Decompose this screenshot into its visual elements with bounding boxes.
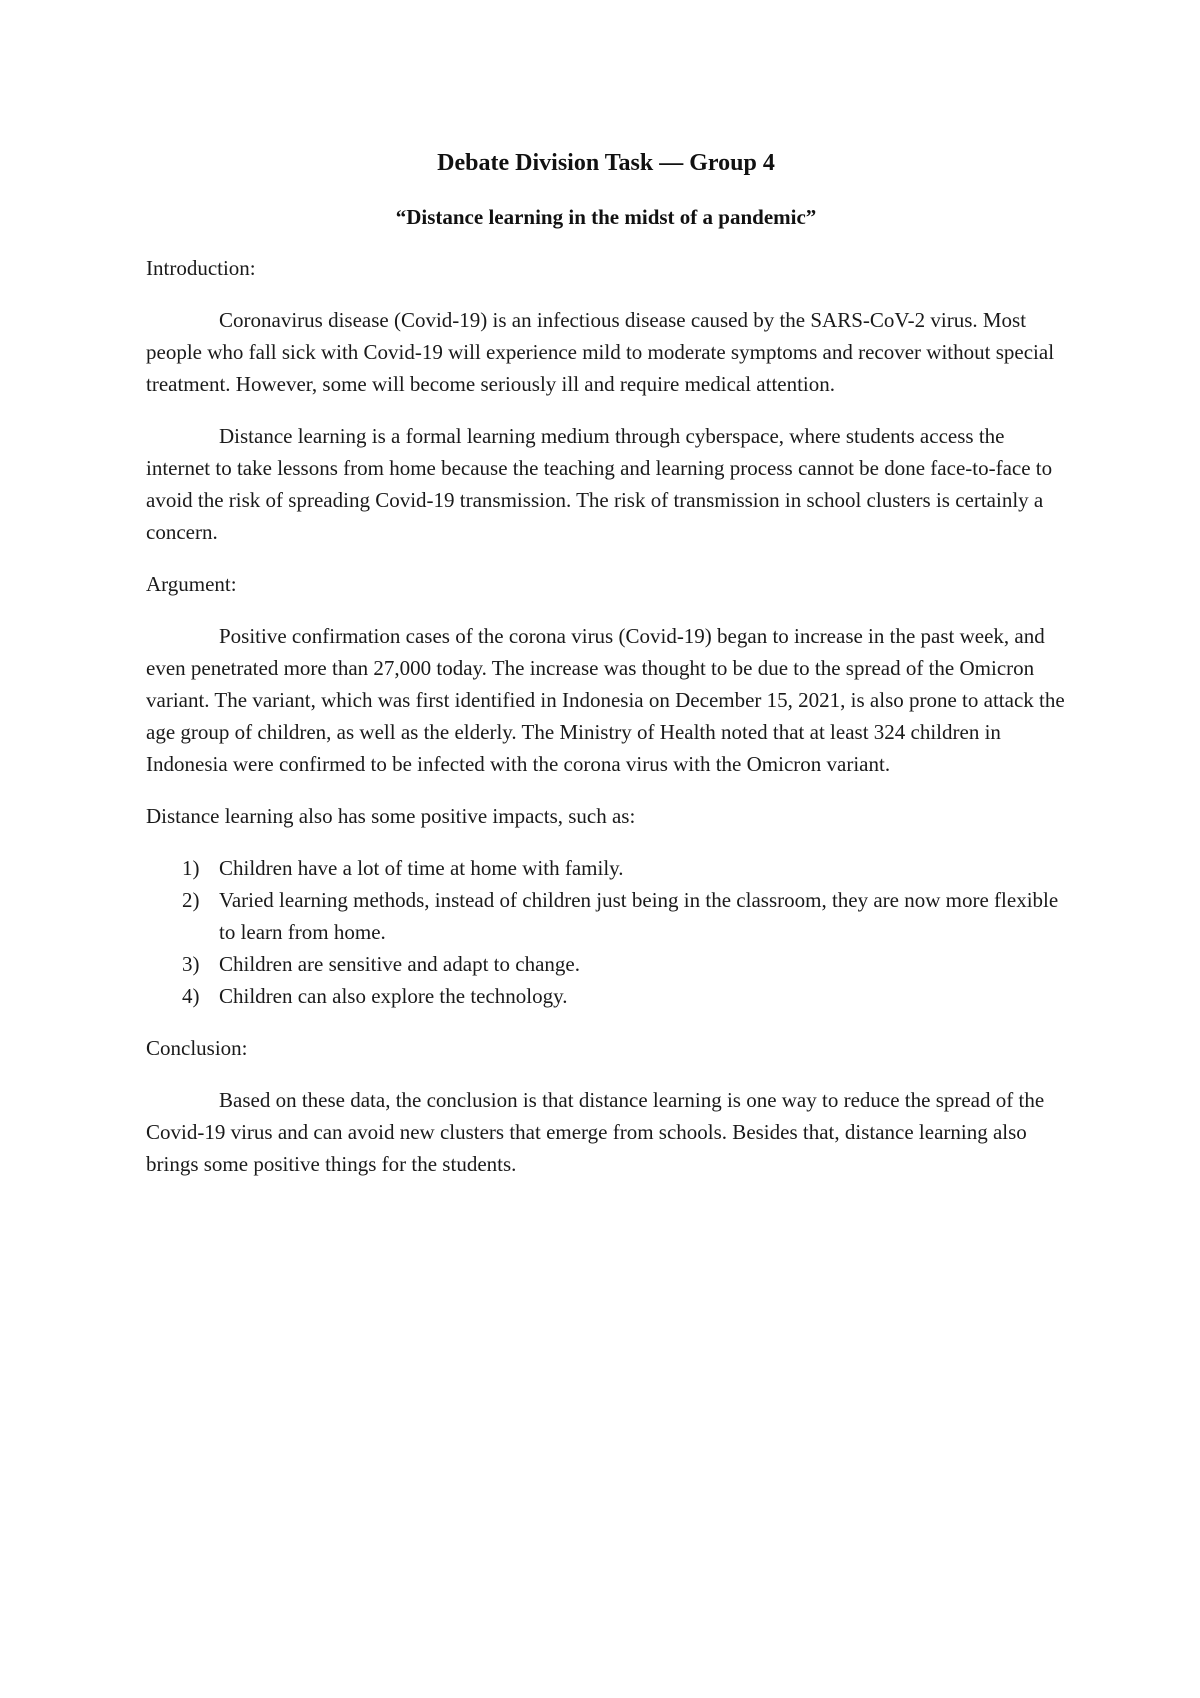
- list-item-text: Children have a lot of time at home with family.: [219, 856, 624, 880]
- list-item: [146, 948, 1066, 980]
- list-item-number: 3): [182, 952, 200, 976]
- list-item: [146, 884, 1066, 948]
- introduction-paragraph: Distance learning is a formal learning medium through cyberspace, where students access the internet to take lessons from home because the teaching and learning process cannot be done face-to-face to avoid the risk of spreading Covid-19 transmission. The risk of transmission in school clusters is certainly a concern.: [146, 424, 1053, 544]
- document-page: [146, 148, 1066, 1200]
- list-item-number: 2): [182, 888, 200, 912]
- section-heading-conclusion: Conclusion:: [146, 1036, 248, 1060]
- introduction-paragraph: Coronavirus disease (Covid-19) is an infectious disease caused by the SARS-CoV-2 virus. Most people who fall sick with Covid-19 will experience mild to moderate symptoms and recover without special treatment. However, some will become seriously ill and require medical attention.: [146, 308, 1055, 396]
- argument-paragraph: Positive confirmation cases of the corona virus (Covid-19) began to increase in the past week, and even penetrated more than 27,000 today. The increase was thought to be due to the spread of the Omicron variant. The variant, which was first identified in Indonesia on December 15, 2021, is also prone to attack the age group of children, as well as the elderly. The Ministry of Health noted that at least 324 children in Indonesia were confirmed to be infected with the corona virus with the Omicron variant.: [146, 624, 1065, 776]
- positive-impacts-list: [146, 852, 1066, 1012]
- document-title: Debate Division Task — Group 4: [437, 150, 775, 176]
- section-heading-introduction: Introduction:: [146, 256, 256, 280]
- document-subtitle: “Distance learning in the midst of a pandemic”: [395, 205, 817, 229]
- list-item: [146, 980, 1066, 1012]
- list-intro: Distance learning also has some positive impacts, such as:: [146, 804, 636, 828]
- list-item-text: Children are sensitive and adapt to change.: [219, 952, 580, 976]
- list-item: [146, 852, 1066, 884]
- list-item-number: 4): [182, 984, 200, 1008]
- list-item-text: Children can also explore the technology.: [219, 984, 568, 1008]
- list-item-text: Varied learning methods, instead of children just being in the classroom, they are now more flexible to learn from home.: [219, 888, 1059, 944]
- conclusion-paragraph: Based on these data, the conclusion is that distance learning is one way to reduce the spread of the Covid-19 virus and can avoid new clusters that emerge from schools. Besides that, distance learning also brings some positive things for the students.: [146, 1088, 1045, 1176]
- list-item-number: 1): [182, 856, 200, 880]
- section-heading-argument: Argument:: [146, 572, 237, 596]
